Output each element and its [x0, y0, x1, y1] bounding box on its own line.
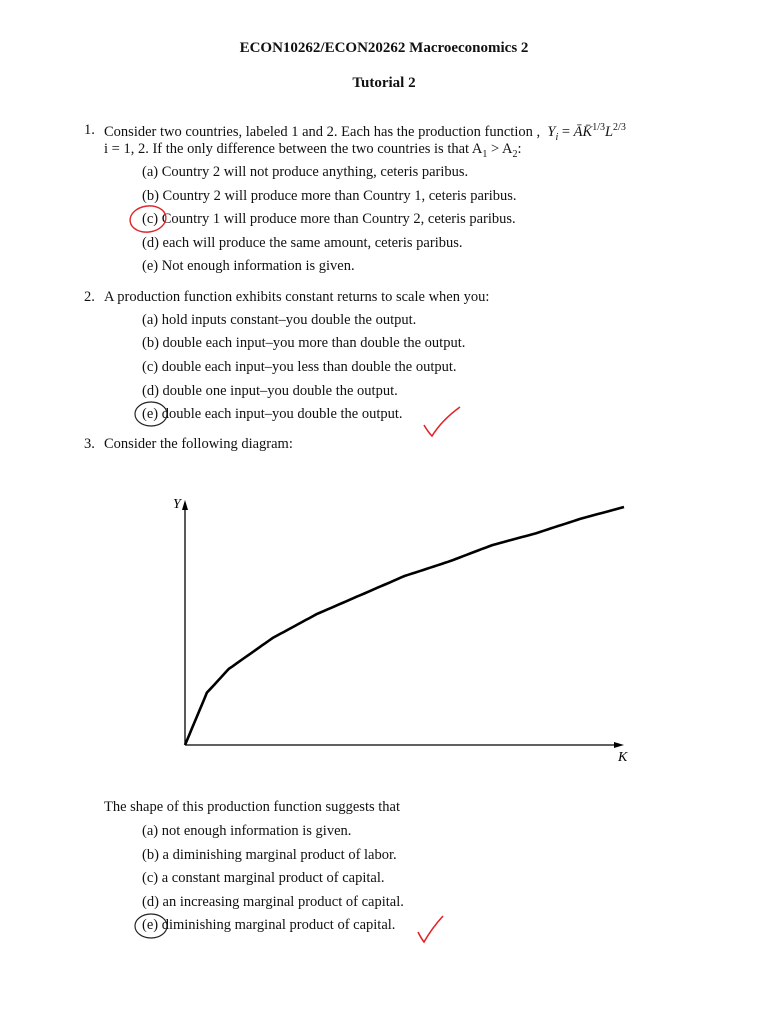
tutorial-title: Tutorial 2: [352, 75, 416, 91]
q1-number: 1.: [84, 122, 95, 138]
q1-option-b: (b) Country 2 will produce more than Country 1, ceteris paribus.: [142, 188, 517, 204]
q1-text: Consider two countries, labeled 1 and 2. Each has the production function ,: [104, 123, 541, 140]
q3-answer-circle: [135, 914, 167, 938]
q3-option-d: (d) an increasing marginal product of capital.: [142, 894, 404, 910]
q2-option-d: (d) double one input–you double the output.: [142, 383, 398, 399]
q3-option-b: (b) a diminishing marginal product of labor.: [142, 847, 397, 863]
y-axis-label: Y: [173, 497, 181, 512]
q1-option-d: (d) each will produce the same amount, ceteris paribus.: [142, 235, 463, 251]
q2-check-mark: [424, 407, 460, 436]
q2-number: 2.: [84, 289, 95, 305]
q1-option-e: (e) Not enough information is given.: [142, 258, 355, 274]
q3-option-c: (c) a constant marginal product of capital.: [142, 870, 385, 886]
q1-answer-circle: [128, 204, 167, 235]
q2-option-e: (e) double each input–you double the output.: [142, 406, 403, 422]
q1-formula: $Y_i$ = $ĀK̄^{1/3}L^{2/3}$: [547, 122, 626, 143]
q3-number: 3.: [84, 436, 95, 452]
q2-option-a: (a) hold inputs constant–you double the output.: [142, 312, 417, 328]
x-axis-label: K: [618, 750, 628, 765]
q3-after-text: The shape of this production function suggests that: [104, 799, 400, 815]
q2-option-b: (b) double each input–you more than double the output.: [142, 335, 466, 351]
q3-check-mark: [418, 916, 443, 942]
q2-option-c: (c) double each input–you less than double the output.: [142, 359, 457, 375]
q2-text: A production function exhibits constant returns to scale when you:: [104, 289, 490, 305]
q1-option-c: (c) Country 1 will produce more than Country 2, ceteris paribus.: [142, 211, 516, 227]
course-title: ECON10262/ECON20262 Macroeconomics 2: [239, 40, 529, 56]
q1-line2: i = 1, 2. If the only difference between the two countries is that $A_1 > A_2$:: [104, 141, 522, 160]
q3-text: Consider the following diagram:: [104, 436, 293, 452]
q1-option-a: (a) Country 2 will not produce anything, ceteris paribus.: [142, 164, 469, 180]
q3-option-a: (a) not enough information is given.: [142, 823, 352, 839]
q2-answer-circle: [135, 402, 167, 426]
q3-option-e: (e) diminishing marginal product of capital.: [142, 917, 396, 933]
